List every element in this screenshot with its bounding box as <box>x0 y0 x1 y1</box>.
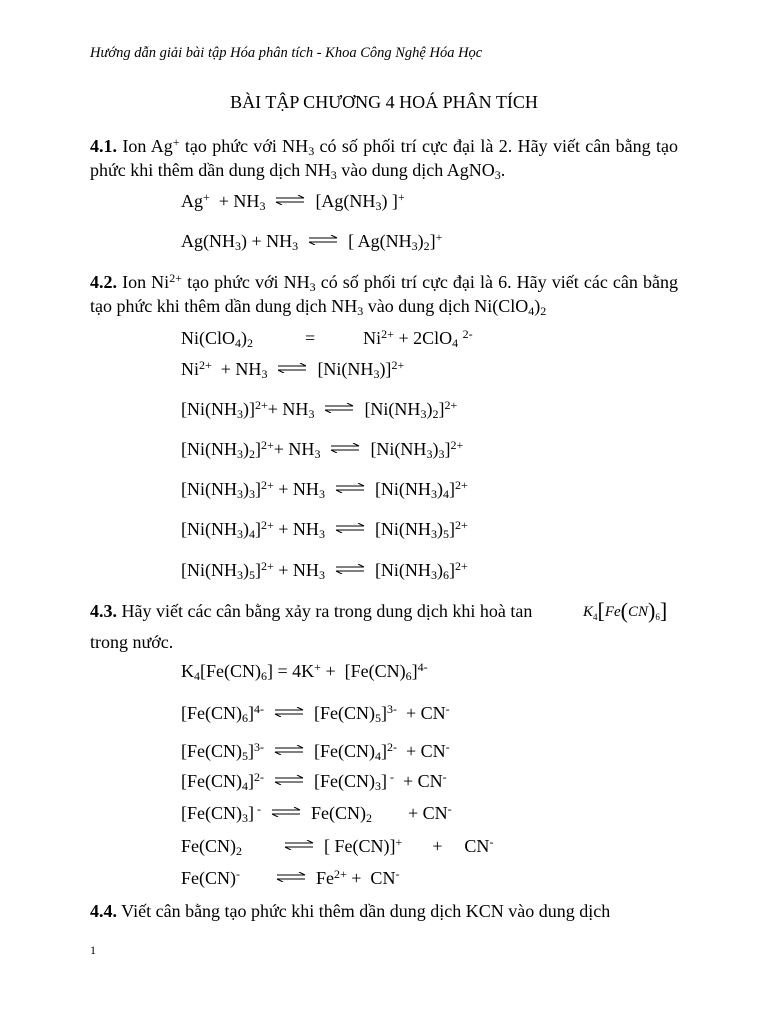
equilibrium-arrow-icon <box>324 403 354 413</box>
exercise-4-2: 4.2. Ion $Ni^{2+}$ tạo phức với $NH_3$ có số phối trí cực đại là 6. Hãy viết các cân bằng tạo phức khi thêm dần dung dịch $NH_3$ vào dung dịch $Ni(ClO_4)_2$ <box>90 271 678 318</box>
equilibrium-arrow-icon <box>277 363 307 373</box>
exercise-number: 4.3. <box>90 601 117 621</box>
equilibrium-arrow-icon <box>284 840 314 850</box>
page-number: 1 <box>90 943 96 957</box>
equation: $[Ni(NH_3)_5]^{2+} + NH_3$ $[Ni(NH_3)_6]^{2+}$ <box>181 559 468 582</box>
equation: $Ni(ClO_4)_2 = Ni^{2+} + 2ClO_4$ $^{2-}$ <box>181 327 473 350</box>
equilibrium-arrow-icon <box>335 523 365 533</box>
exercise-4-3: 4.3. Hãy viết các cân bằng xảy ra trong dung dịch khi hoà tan <box>90 601 533 621</box>
equation: $Ag^+ + NH_3$ [$Ag(NH_3)$ ]+ <box>181 190 405 213</box>
exercise-4-4: 4.4. Viết cân bằng tạo phức khi thêm dần dung dịch KCN vào dung dịch <box>90 901 611 921</box>
formula-k4-fe-cn-6: $K_4[Fe(CN)_6]$ <box>583 598 668 623</box>
equation: $[Ni(NH_3)]^{2+}+ NH_3$ $[Ni(NH_3)_2]^{2+}$ <box>181 398 458 421</box>
equilibrium-arrow-icon <box>274 745 304 755</box>
equilibrium-arrow-icon <box>330 443 360 453</box>
equilibrium-arrow-icon <box>274 707 304 717</box>
exercise-number: 4.2. <box>90 272 117 292</box>
exercise-4-1: 4.1. Ion Ag+ tạo phức với $NH_3$ có số phối trí cực đại là 2. Hãy viết cân bằng tạo phức khi thêm dần dung dịch $NH_3$ vào dung dịch AgNO$_3$. <box>90 135 678 182</box>
chapter-title: BÀI TẬP CHƯƠNG 4 HOÁ PHÂN TÍCH <box>230 92 538 112</box>
equation: $[Fe(CN)_3]$ - $Fe(CN)_2 + CN^-$ <box>181 802 452 825</box>
page-header: Hướng dẫn giải bài tập Hóa phân tích - Khoa Công Nghệ Hóa Học <box>90 45 483 61</box>
equation: $Ni^{2+} + NH_3$ $[Ni(NH_3)]^{2+}$ <box>181 358 405 381</box>
exercise-number: 4.4. <box>90 901 117 921</box>
equilibrium-arrow-icon <box>335 564 365 574</box>
equilibrium-arrow-icon <box>275 195 305 205</box>
equation: $[Ni(NH_3)_2]^{2+}+ NH_3$ $[Ni(NH_3)_3]^{2+}$ <box>181 438 464 461</box>
equation: $[Fe(CN)_5]^{3-}$ $[Fe(CN)_4]^{2-} + CN^-$ <box>181 740 450 763</box>
equilibrium-arrow-icon <box>335 483 365 493</box>
equilibrium-arrow-icon <box>274 775 304 785</box>
exercise-number: 4.1. <box>90 136 117 156</box>
equilibrium-arrow-icon <box>276 872 306 882</box>
equation: $[Fe(CN)_4]^{2-}$ $[Fe(CN)_3] ^- + CN^-$ <box>181 770 447 793</box>
equation: Fe(CN)- $Fe^{2+} + CN^-$ <box>181 867 400 888</box>
exercise-4-3-continued: trong nước. <box>90 632 174 652</box>
equation: $K_4[Fe(CN)_6] = 4K^+ + [Fe(CN)_6]^{4-}$ <box>181 660 428 683</box>
equation: $[Ni(NH_3)_3]^{2+} + NH_3$ $[Ni(NH_3)_4]^{2+}$ <box>181 478 468 501</box>
equilibrium-arrow-icon <box>308 235 338 245</box>
equilibrium-arrow-icon <box>271 807 301 817</box>
equation: $[Ni(NH_3)_4]^{2+} + NH_3$ $[Ni(NH_3)_5]^{2+}$ <box>181 518 468 541</box>
equation: $Ag(NH_3) + NH_3$ [ $Ag(NH_3)_2]^+$ <box>181 230 443 253</box>
equation: $Fe(CN)_2$ [ Fe(CN)]+ + CN- <box>181 835 494 858</box>
equation: $[Fe(CN)_6]^{4-}$ $[Fe(CN)_5]^{3-} + CN^-$ <box>181 702 450 725</box>
